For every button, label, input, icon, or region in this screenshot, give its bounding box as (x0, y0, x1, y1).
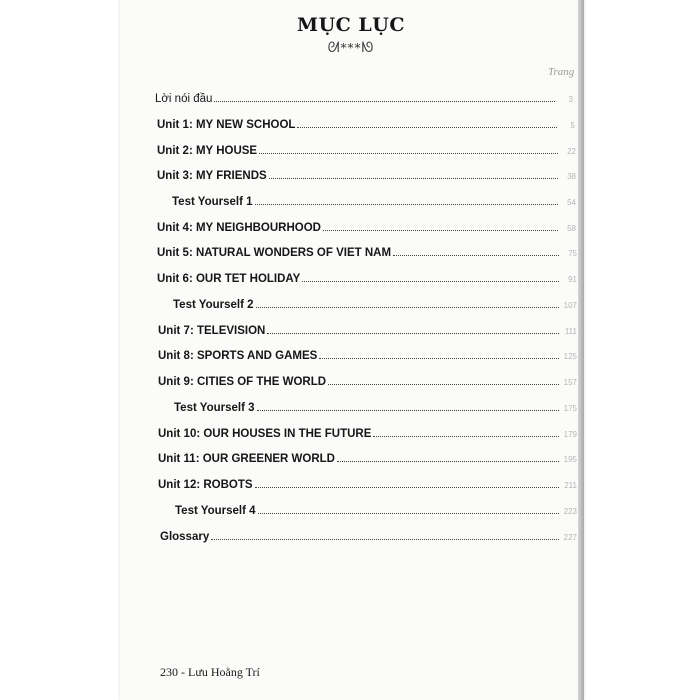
toc-entry[interactable] (173, 299, 577, 315)
toc-entry-label: Test Yourself 1 (172, 196, 253, 208)
toc-entry[interactable] (172, 196, 576, 212)
toc-entry-label: Unit 9: CITIES OF THE WORLD (158, 376, 327, 388)
toc-entry-page: 91 (568, 275, 577, 284)
toc-leader-dots (214, 100, 555, 102)
toc-entry[interactable] (158, 376, 577, 392)
toc-entry-label: Unit 10: OUR HOUSES IN THE FUTURE (158, 428, 372, 440)
toc-leader-dots (302, 280, 559, 282)
toc-entry[interactable] (158, 453, 577, 469)
toc-entry[interactable] (158, 479, 577, 495)
toc-leader-dots (337, 460, 559, 462)
toc-leader-dots (373, 435, 559, 437)
toc-leader-dots (258, 512, 559, 514)
toc-leader-dots (256, 306, 559, 308)
toc-leader-dots (255, 486, 559, 488)
toc-entry[interactable] (175, 505, 577, 521)
ornament-right-icon: ᘚ (361, 40, 375, 56)
toc-leader-dots (267, 332, 559, 334)
toc-entry[interactable] (160, 531, 577, 547)
toc-entry-label: Glossary (160, 531, 210, 543)
page-column-label: Trang (548, 66, 575, 78)
toc-entry-page: 38 (567, 172, 576, 181)
toc-entry-page: 22 (567, 147, 576, 156)
toc-entry-page: 111 (564, 327, 577, 336)
toc-entry-label: Lời nói đầu (155, 93, 213, 105)
toc-entry-page: 211 (564, 481, 577, 490)
toc-leader-dots (259, 152, 558, 154)
toc-entry-label: Unit 6: OUR TET HOLIDAY (157, 273, 301, 285)
toc-entry-label: Unit 2: MY HOUSE (157, 145, 258, 157)
toc-entry-page: 107 (563, 301, 577, 310)
toc-entry-page: 157 (563, 378, 577, 387)
toc-entry-label: Test Yourself 2 (173, 299, 254, 311)
ornament-stars: *** (340, 41, 362, 55)
toc-entry-page: 125 (563, 352, 577, 361)
toc-leader-dots (211, 538, 559, 540)
toc-entry-page: 58 (567, 224, 576, 233)
toc-leader-dots (328, 383, 559, 385)
toc-entry[interactable] (157, 170, 576, 186)
toc-entry-page: 223 (563, 507, 577, 516)
toc-leader-dots (319, 357, 559, 359)
toc-entry[interactable] (157, 222, 576, 238)
toc-entry[interactable] (157, 247, 577, 263)
toc-entry-label: Test Yourself 4 (175, 505, 256, 517)
toc-entry-label: Unit 8: SPORTS AND GAMES (158, 350, 318, 362)
toc-leader-dots (255, 203, 558, 205)
toc-entry-page: 175 (563, 404, 577, 413)
toc-entry-label: Unit 5: NATURAL WONDERS OF VIET NAM (157, 247, 392, 259)
toc-leader-dots (393, 254, 559, 256)
toc-entry[interactable] (174, 402, 577, 418)
toc-entry[interactable] (157, 119, 575, 135)
toc-entry[interactable] (158, 325, 577, 341)
toc-entry[interactable] (158, 350, 577, 366)
toc-entry[interactable] (155, 93, 573, 109)
ornament-left-icon: ᘛ (327, 40, 341, 56)
toc-entry-page: 195 (563, 455, 577, 464)
toc-entry-label: Unit 4: MY NEIGHBOURHOOD (157, 222, 321, 234)
toc-entry-page: 3 (568, 95, 573, 104)
toc-leader-dots (323, 229, 558, 231)
toc-entry-page: 5 (570, 121, 575, 130)
toc-entry-page: 75 (568, 249, 577, 258)
toc-entry[interactable] (157, 273, 577, 289)
toc-entry-page: 179 (563, 430, 577, 439)
toc-entry[interactable] (157, 145, 576, 161)
toc-entry-label: Test Yourself 3 (174, 402, 255, 414)
toc-entry-label: Unit 3: MY FRIENDS (157, 170, 267, 182)
toc-entry-label: Unit 7: TELEVISION (158, 325, 266, 337)
toc-entry[interactable] (158, 428, 577, 444)
toc-leader-dots (269, 177, 558, 179)
toc-leader-dots (257, 409, 559, 411)
page-title: MỤC LỤC (297, 14, 405, 36)
toc-entry-page: 54 (567, 198, 576, 207)
toc-entry-label: Unit 11: OUR GREENER WORLD (158, 453, 335, 465)
toc-entry-label: Unit 12: ROBOTS (158, 479, 253, 491)
toc-entry-page: 227 (563, 533, 577, 542)
toc-entry-label: Unit 1: MY NEW SCHOOL (157, 119, 296, 131)
page-footer: 230 - Lưu Hoằng Trí (160, 665, 260, 679)
toc-leader-dots (297, 126, 557, 128)
